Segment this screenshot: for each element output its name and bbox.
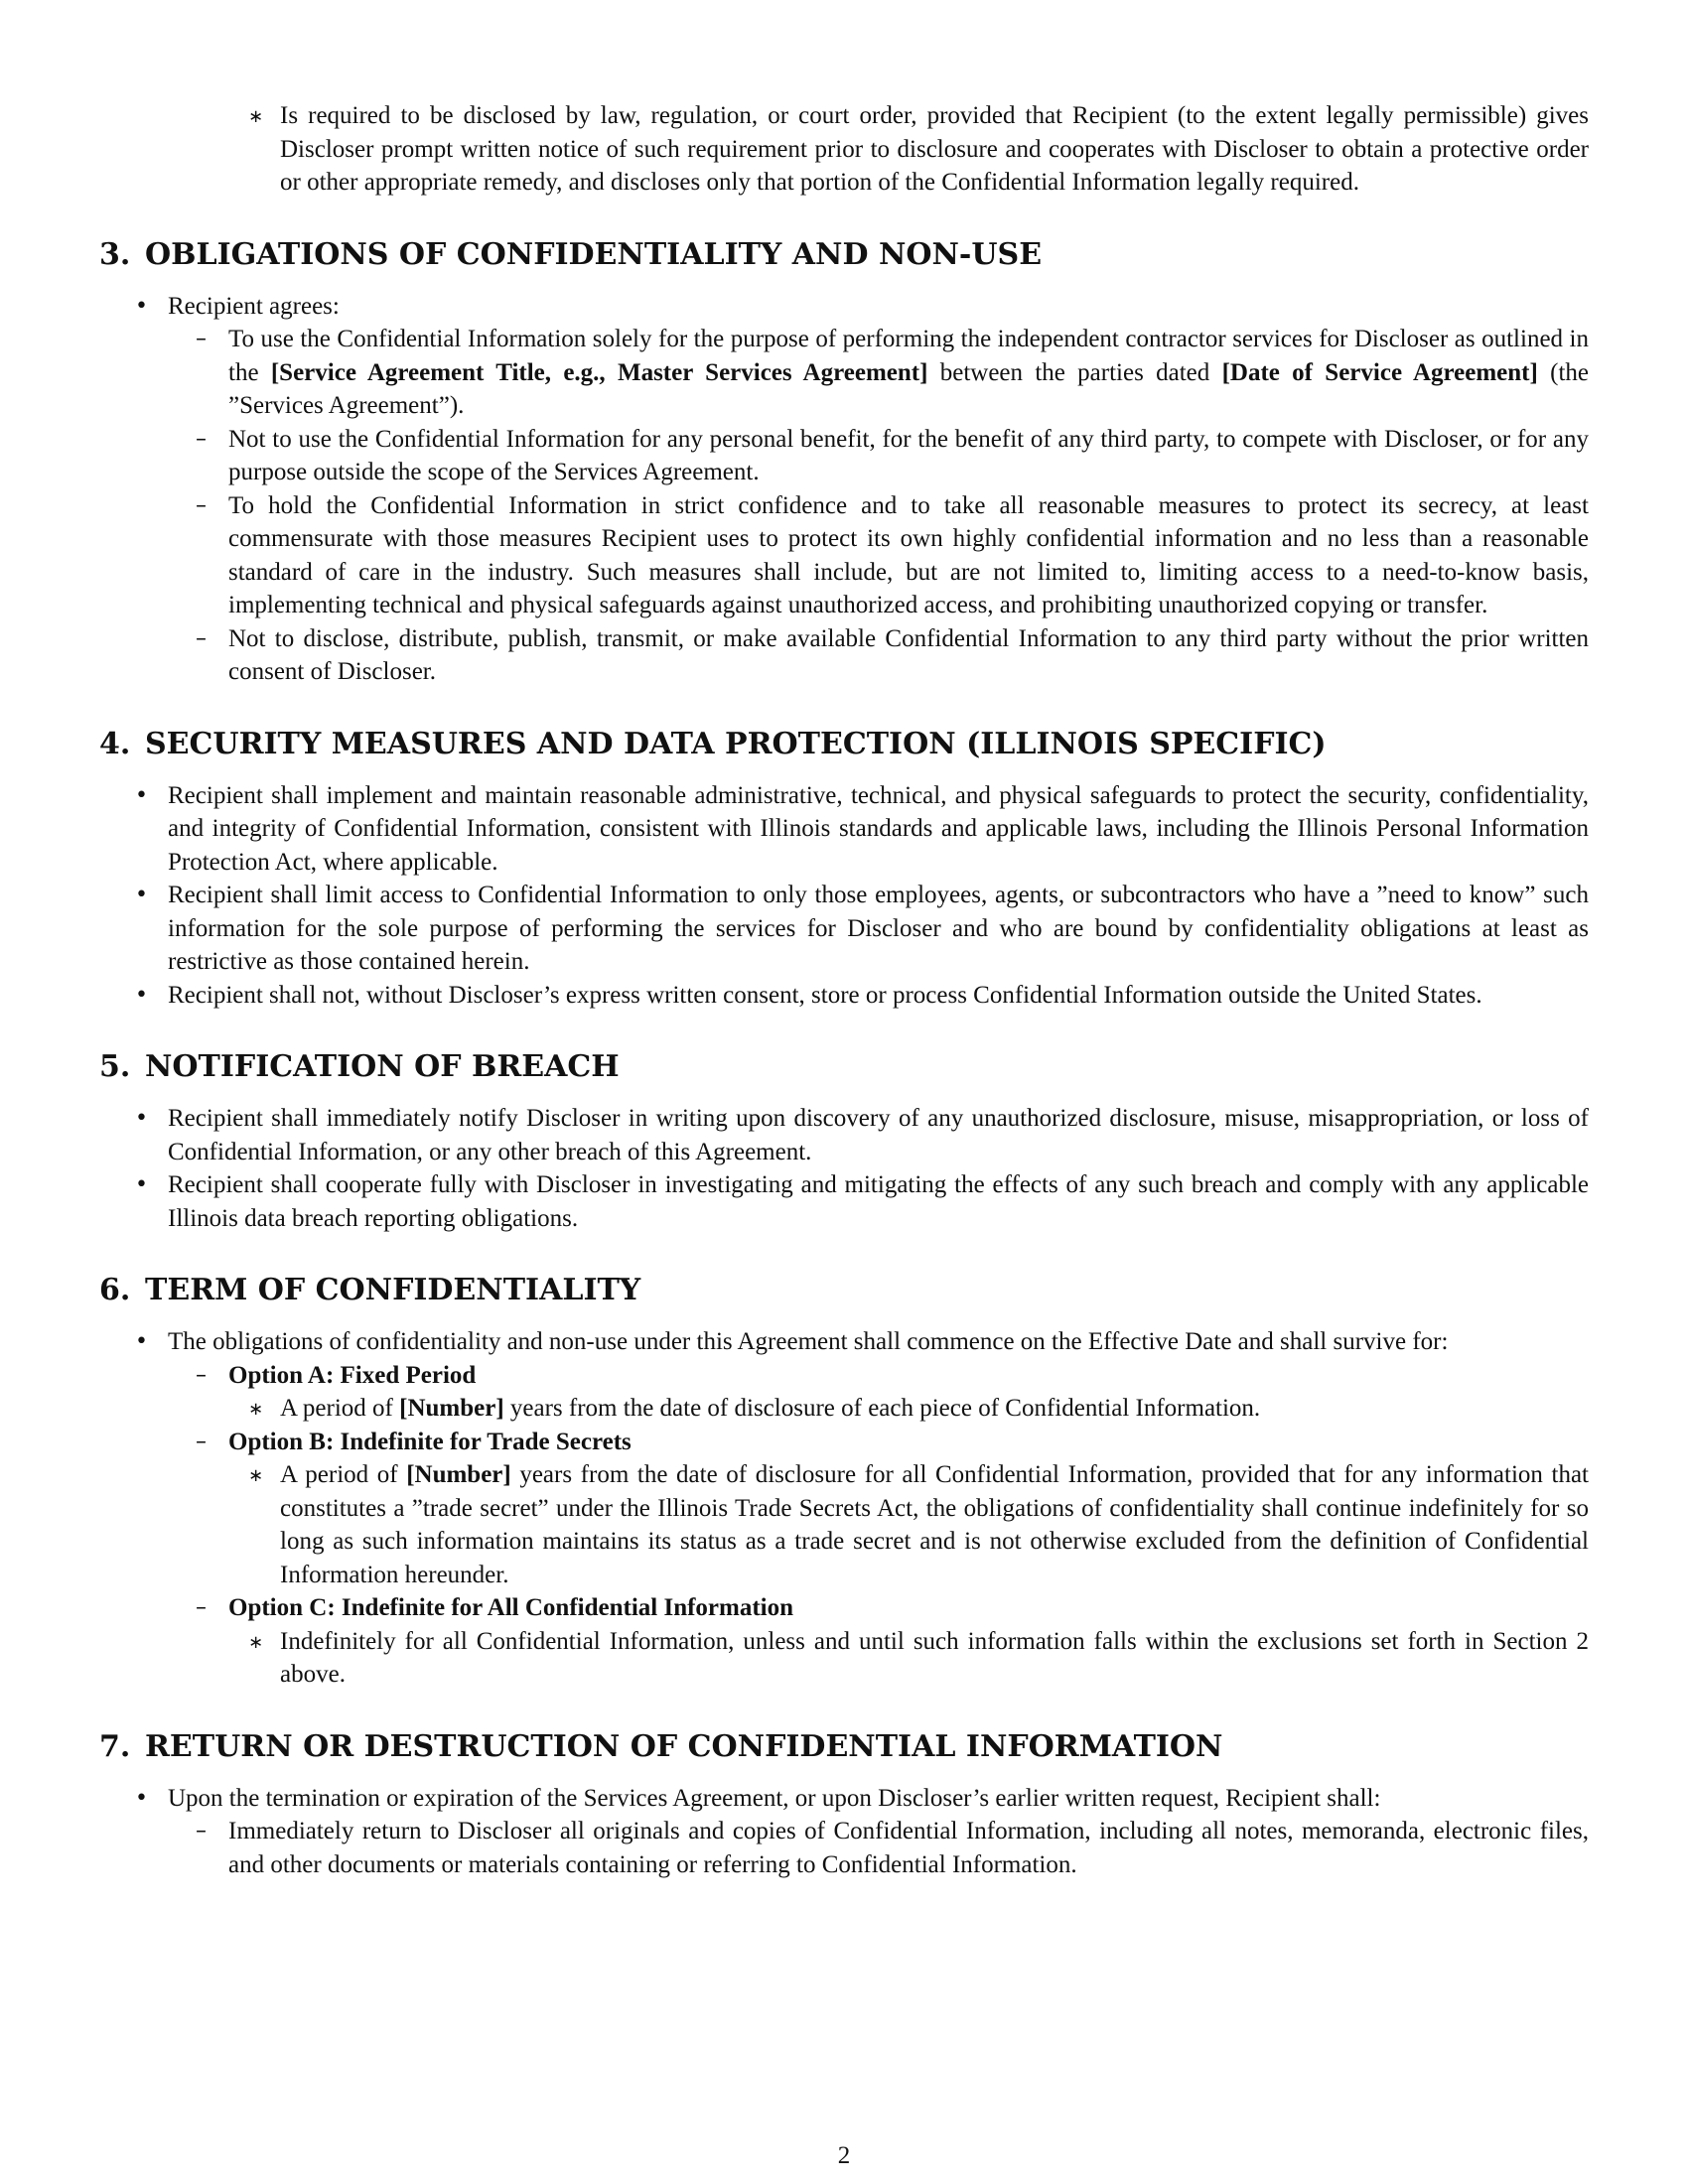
section-4 [99, 727, 1589, 1013]
list-item-text: years from the date of disclosure of each piece of Confidential Information. [503, 1395, 1261, 1422]
list-item-text: Recipient shall not, without Discloser’s express written consent, store or process Confidential Information outside the United States. [168, 981, 1482, 1009]
dash-marker: – [196, 426, 207, 452]
list-item-text: Recipient shall immediately notify Discloser in writing upon discovery of any unauthorized disclosure, misuse, misappropriation, or loss of Confidential Information, or any other breach of this Agreement. [168, 1105, 1589, 1165]
section-heading [99, 237, 1589, 273]
bullet-marker: • [135, 883, 148, 907]
bullet-marker: • [135, 982, 148, 1008]
dash-marker: – [196, 327, 207, 351]
placeholder-service-agreement-date: [Date of Service Agreement] [1221, 358, 1538, 386]
bullet-marker: • [135, 1329, 148, 1354]
list-item-text: A period of [280, 1461, 407, 1488]
section-number: 4. [99, 726, 131, 761]
placeholder-number: [Number] [399, 1395, 504, 1422]
list-item-text: years from the date of disclosure for all Confidential Information, provided that for any information that constitutes a ”trade secret” under the Illinois Trade Secrets Act, the obligations of confidentiality shall continue indefinitely for so long as such information maintains its status as a trade secret and is not otherwise excluded from the definition of Confidential Information hereunder. [280, 1461, 1589, 1588]
section-title: NOTIFICATION OF BREACH [145, 1049, 620, 1084]
list-item [99, 1815, 1589, 1881]
section-title: RETURN OR DESTRUCTION OF CONFIDENTIAL INFORMATION [145, 1728, 1223, 1764]
section-title: SECURITY MEASURES AND DATA PROTECTION (ILLINOIS SPECIFIC) [145, 726, 1327, 761]
section-7 [99, 1729, 1589, 1882]
list-item [99, 1458, 1589, 1591]
star-marker: ∗ [248, 1465, 264, 1486]
list-item-text: To use the Confidential Information solely for the purpose of performing the independent contractor services for Discloser as outlined in the [228, 326, 1589, 386]
section-number: 5. [99, 1049, 131, 1084]
option-c-label: Option C: Indefinite for All Confidential Information [228, 1594, 794, 1621]
option-b-label: Option B: Indefinite for Trade Secrets [228, 1428, 632, 1455]
list-item [99, 99, 1589, 200]
section-2-continuation [99, 99, 1589, 200]
list-item-text: Recipient shall limit access to Confidential Information to only those employees, agents, or subcontractors who have a ”need to know” such information for the sole purpose of performing the services for Discloser and who are bound by confidentiality obligations at least as restrictive as those contained herein. [168, 882, 1589, 975]
star-marker: ∗ [248, 1631, 264, 1653]
bullet-marker: • [135, 1106, 148, 1131]
section-heading [99, 727, 1589, 762]
section-title: TERM OF CONFIDENTIALITY [145, 1273, 641, 1307]
dash-marker: – [196, 1595, 207, 1620]
section-6 [99, 1273, 1589, 1692]
list-item [99, 1591, 1589, 1625]
list-item-text: Recipient shall cooperate fully with Discloser in investigating and mitigating the effects of any such breach and comply with any applicable Illinois data breach reporting obligations. [168, 1171, 1589, 1232]
list-item-text: Recipient agrees: [168, 292, 340, 320]
list-item [99, 1392, 1589, 1426]
list-item [99, 1625, 1589, 1692]
section-5 [99, 1049, 1589, 1235]
bullet-marker: • [135, 1172, 148, 1197]
list-item-text: Not to use the Confidential Information for any personal benefit, for the benefit of any third party, to compete with Discloser, or for any purpose outside the scope of the Services Agreement. [228, 425, 1589, 485]
list-item-text: Not to disclose, distribute, publish, transmit, or make available Confidential Information to any third party without the prior written consent of Discloser. [228, 624, 1589, 685]
section-number: 3. [99, 236, 131, 272]
list-item-text: Indefinitely for all Confidential Information, unless and until such information falls within the exclusions set forth in Section 2 above. [280, 1627, 1589, 1688]
section-number: 6. [99, 1273, 131, 1307]
list-item-text: Immediately return to Discloser all originals and copies of Confidential Information, including all notes, memoranda, electronic files, and other documents or materials containing or referring to Confidential Information. [228, 1818, 1589, 1878]
list-item-text: The obligations of confidentiality and non-use under this Agreement shall commence on the Effective Date and shall survive for: [168, 1328, 1449, 1355]
section-heading [99, 1049, 1589, 1085]
list-item-text: Recipient shall implement and maintain reasonable administrative, technical, and physical safeguards to protect the security, confidentiality, and integrity of Confidential Information, consistent with Illinois standards and applicable laws, including the Illinois Personal Information Protection Act, where applicable. [168, 781, 1589, 876]
dash-marker: – [196, 492, 207, 518]
list-item-text: Is required to be disclosed by law, regulation, or court order, provided that Recipient (to the extent legally permissible) gives Discloser prompt written notice of such requirement prior to disclosure and cooperates with Discloser to obtain a protective order or other appropriate remedy, and discloses only that portion of the Confidential Information legally required. [280, 102, 1589, 196]
list-item [99, 1426, 1589, 1459]
option-a-label: Option A: Fixed Period [228, 1361, 477, 1389]
section-heading [99, 1273, 1589, 1308]
list-item [99, 779, 1589, 880]
page-number: 2 [837, 2142, 851, 2169]
bullet-marker: • [135, 293, 148, 319]
list-item [99, 879, 1589, 979]
star-marker: ∗ [248, 106, 264, 127]
dash-marker: – [196, 1819, 207, 1843]
dash-marker: – [196, 1429, 207, 1454]
list-item [99, 622, 1589, 689]
placeholder-number: [Number] [406, 1461, 511, 1488]
list-item [99, 423, 1589, 489]
star-marker: ∗ [248, 1399, 264, 1420]
section-title: OBLIGATIONS OF CONFIDENTIALITY AND NON-USE [145, 236, 1043, 272]
dash-marker: – [196, 1362, 207, 1388]
section-number: 7. [99, 1728, 131, 1764]
list-item [99, 979, 1589, 1013]
list-item [99, 1168, 1589, 1235]
list-item-text: A period of [280, 1395, 400, 1422]
list-item [99, 1782, 1589, 1816]
list-item [99, 323, 1589, 423]
section-3 [99, 237, 1589, 689]
dash-marker: – [196, 625, 207, 651]
list-item [99, 1325, 1589, 1359]
list-item [99, 1359, 1589, 1393]
placeholder-service-agreement-title: [Service Agreement Title, e.g., Master Services Agreement] [270, 358, 928, 386]
list-item [99, 290, 1589, 324]
bullet-marker: • [135, 782, 148, 808]
section-heading [99, 1729, 1589, 1765]
list-item-text: To hold the Confidential Information in strict confidence and to take all reasonable measures to protect its secrecy, at least commensurate with those measures Recipient uses to protect its own highly confidential information and no less than a reasonable standard of care in the industry. Such measures shall include, but are not limited to, limiting access to a need-to-know basis, implementing technical and physical safeguards against unauthorized access, and prohibiting unauthorized copying or transfer. [228, 491, 1589, 618]
list-item [99, 489, 1589, 622]
list-item [99, 1102, 1589, 1168]
list-item-text: between the parties dated [927, 358, 1222, 386]
document-page [99, 99, 1589, 1881]
list-item-text: (the ”Services Agreement”). [228, 358, 1590, 419]
bullet-marker: • [135, 1785, 148, 1811]
list-item-text: Upon the termination or expiration of the Services Agreement, or upon Discloser’s earlier written request, Recipient shall: [168, 1784, 1381, 1812]
